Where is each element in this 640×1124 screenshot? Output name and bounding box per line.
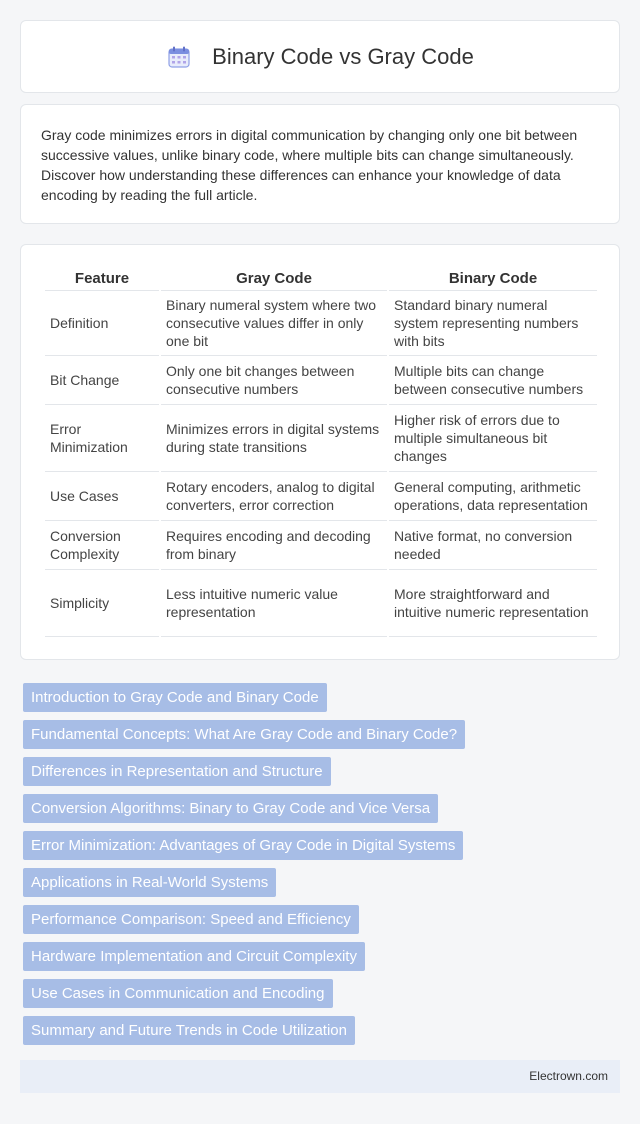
- table-cell-gray: Minimizes errors in digital systems during state transitions: [161, 405, 387, 472]
- header-card: [20, 20, 620, 93]
- table-row: [45, 405, 597, 472]
- table-cell-gray: Less intuitive numeric value representation: [161, 570, 387, 637]
- footer: [20, 1060, 620, 1093]
- table-row: [45, 356, 597, 405]
- intro-text: Gray code minimizes errors in digital communication by changing only one bit between successive values, unlike binary code, where multiple bits can change simultaneously. Discover how understanding these differences can enhance your knowledge of data encoding by reading the full article.: [41, 127, 578, 203]
- table-header-row: [45, 263, 597, 291]
- toc-link[interactable]: Fundamental Concepts: What Are Gray Code and Binary Code?: [23, 720, 465, 749]
- header-binary-code: Binary Code: [389, 263, 597, 291]
- table-cell-binary: Native format, no conversion needed: [389, 521, 597, 570]
- table-cell-feature: Bit Change: [45, 356, 159, 405]
- toc-link[interactable]: Error Minimization: Advantages of Gray Code in Digital Systems: [23, 831, 463, 860]
- table-cell-gray: Binary numeral system where two consecutive values differ in only one bit: [161, 291, 387, 356]
- toc-link[interactable]: Use Cases in Communication and Encoding: [23, 979, 333, 1008]
- table-cell-binary: More straightforward and intuitive numeric representation: [389, 570, 597, 637]
- table-row: [45, 291, 597, 356]
- toc-link[interactable]: Hardware Implementation and Circuit Complexity: [23, 942, 365, 971]
- table-cell-binary: Multiple bits can change between consecutive numbers: [389, 356, 597, 405]
- table-row: [45, 570, 597, 637]
- table-row: [45, 472, 597, 521]
- comparison-table: [43, 263, 599, 637]
- table-cell-feature: Error Minimization: [45, 405, 159, 472]
- table-cell-binary: Higher risk of errors due to multiple simultaneous bit changes: [389, 405, 597, 472]
- table-cell-feature: Use Cases: [45, 472, 159, 521]
- table-cell-feature: Simplicity: [45, 570, 159, 637]
- table-cell-feature: Definition: [45, 291, 159, 356]
- toc-link[interactable]: Introduction to Gray Code and Binary Code: [23, 683, 327, 712]
- table-cell-binary: General computing, arithmetic operations, data representation: [389, 472, 597, 521]
- intro-card: [20, 104, 620, 224]
- table-row: [45, 521, 597, 570]
- toc-link[interactable]: Applications in Real-World Systems: [23, 868, 276, 897]
- table-cell-gray: Requires encoding and decoding from binary: [161, 521, 387, 570]
- table-cell-gray: Rotary encoders, analog to digital converters, error correction: [161, 472, 387, 521]
- table-cell-feature: Conversion Complexity: [45, 521, 159, 570]
- footer-site-name: Electrown.com: [529, 1069, 608, 1083]
- table-cell-gray: Only one bit changes between consecutive numbers: [161, 356, 387, 405]
- page-title: Binary Code vs Gray Code: [212, 43, 474, 69]
- calendar-icon: [166, 44, 192, 70]
- toc-link[interactable]: Performance Comparison: Speed and Efficiency: [23, 905, 359, 934]
- header-feature: Feature: [45, 263, 159, 291]
- toc-link[interactable]: Differences in Representation and Structure: [23, 757, 331, 786]
- comparison-table-card: [20, 244, 620, 660]
- toc-link[interactable]: Summary and Future Trends in Code Utilization: [23, 1016, 355, 1045]
- table-cell-binary: Standard binary numeral system representing numbers with bits: [389, 291, 597, 356]
- header-gray-code: Gray Code: [161, 263, 387, 291]
- toc-link[interactable]: Conversion Algorithms: Binary to Gray Code and Vice Versa: [23, 794, 438, 823]
